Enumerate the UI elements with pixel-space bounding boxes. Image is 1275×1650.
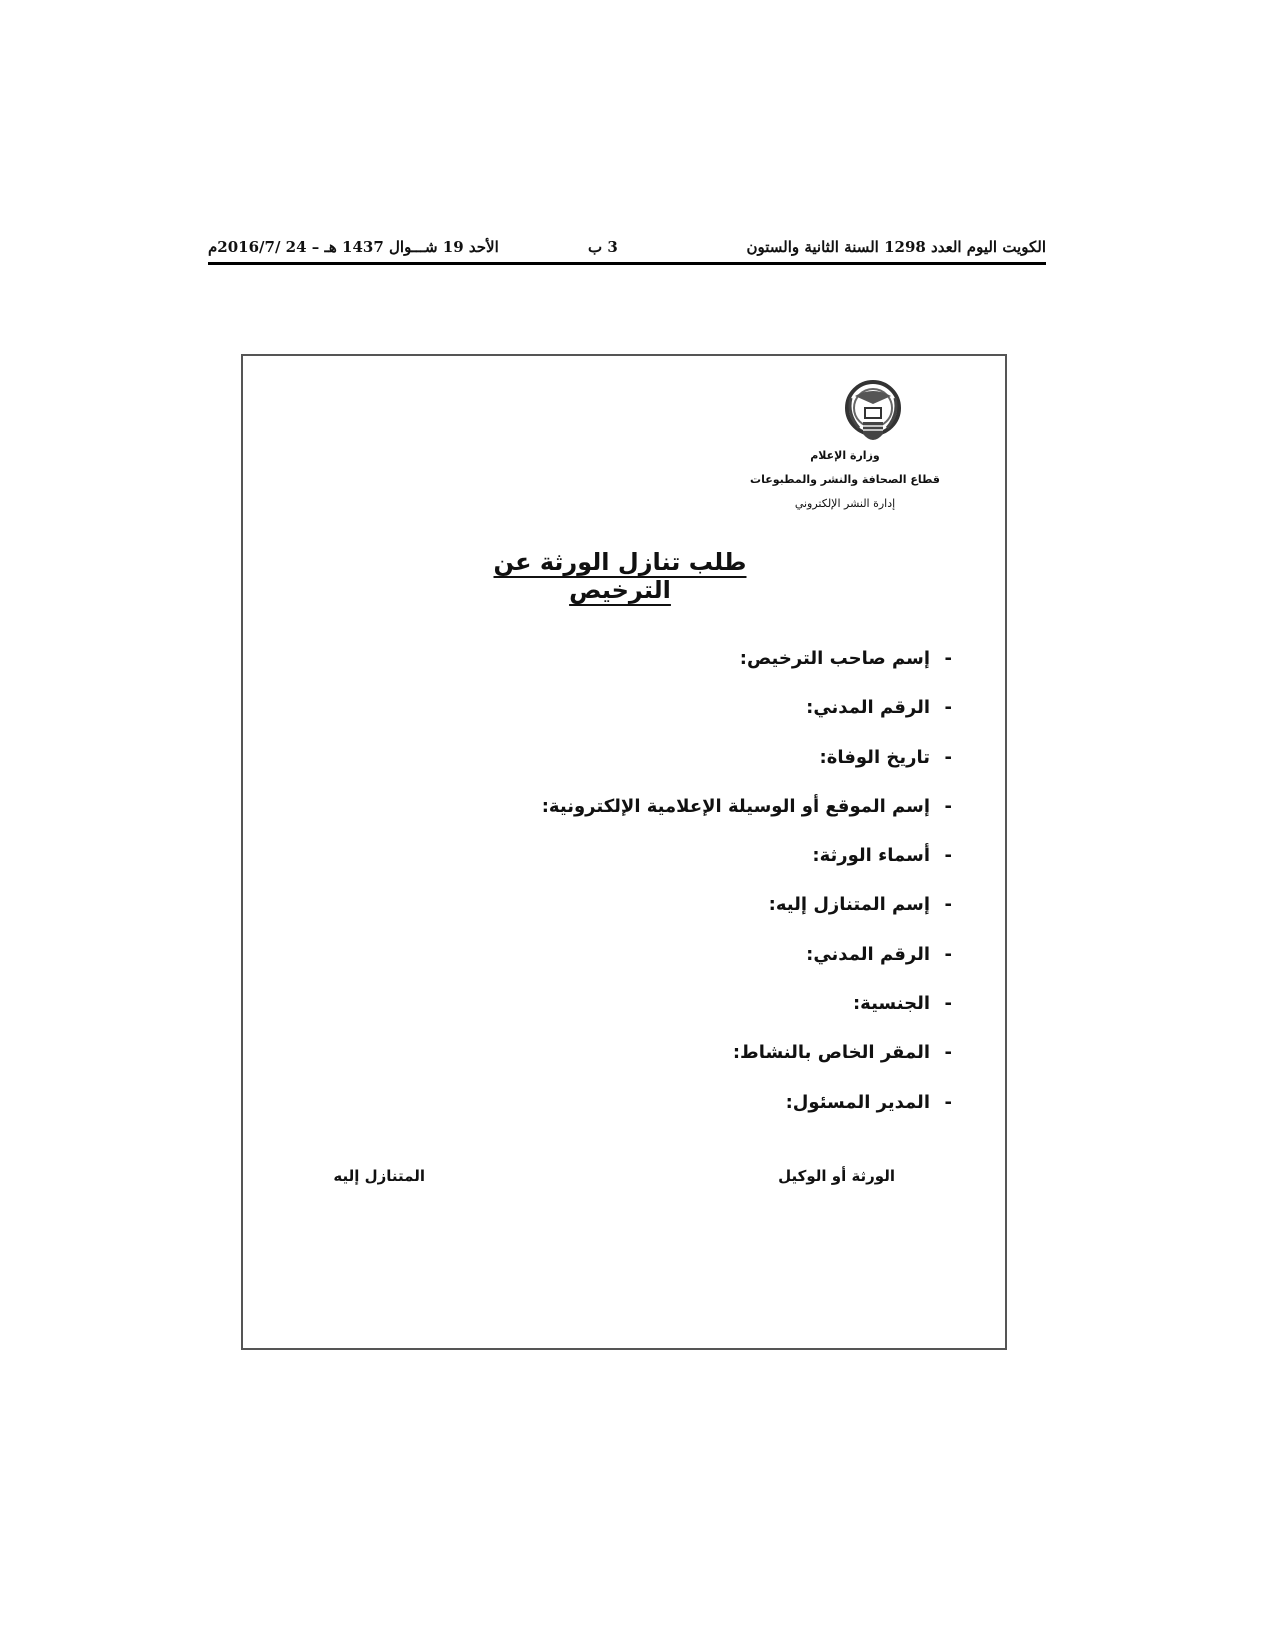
field-label: إسم المتنازل إليه: bbox=[768, 894, 930, 916]
form-field bbox=[392, 796, 952, 845]
bullet-dash: - bbox=[944, 993, 952, 1015]
form-title: طلب تنازل الورثة عن الترخيص bbox=[493, 548, 747, 604]
publication-info: الكويت اليوم العدد 1298 السنة الثانية والستون bbox=[746, 238, 1046, 256]
ministry-department: إدارة النشر الإلكتروني bbox=[794, 497, 896, 510]
form-field bbox=[392, 1092, 952, 1141]
ministry-sector: قطاع الصحافة والنشر والمطبوعات bbox=[750, 473, 940, 486]
bullet-dash: - bbox=[944, 1042, 952, 1064]
heirs-signature-label: الورثة أو الوكيل bbox=[778, 1167, 895, 1185]
bullet-dash: - bbox=[944, 648, 952, 669]
header-rule bbox=[208, 262, 1046, 265]
bullet-dash: - bbox=[944, 746, 952, 768]
form-field bbox=[392, 648, 952, 697]
ministry-name: وزارة الإعلام bbox=[810, 449, 880, 462]
kuwait-emblem-icon bbox=[837, 378, 909, 450]
field-label: الجنسية: bbox=[852, 993, 930, 1015]
bullet-dash: - bbox=[944, 795, 952, 817]
bullet-dash: - bbox=[944, 894, 952, 916]
form-field bbox=[392, 993, 952, 1042]
form-field bbox=[392, 944, 952, 993]
ministry-block bbox=[735, 444, 955, 516]
bullet-dash: - bbox=[944, 845, 952, 867]
form-field bbox=[392, 747, 952, 796]
bullet-dash: - bbox=[944, 1091, 952, 1113]
field-label: أسماء الورثة: bbox=[812, 845, 930, 867]
field-label: المدير المسئول: bbox=[785, 1091, 930, 1113]
bullet-dash: - bbox=[944, 697, 952, 719]
field-label: إسم الموقع أو الوسيلة الإعلامية الإلكترونية: bbox=[541, 795, 930, 817]
field-label: الرقم المدني: bbox=[806, 943, 930, 965]
form-field bbox=[392, 697, 952, 746]
field-label: تاريخ الوفاة: bbox=[819, 746, 930, 768]
form-field bbox=[392, 894, 952, 943]
bullet-dash: - bbox=[944, 943, 952, 965]
page-number: 3 ب bbox=[588, 238, 618, 256]
issue-date: الأحد 19 شـــوال 1437 هـ – 24 /2016/7م bbox=[208, 238, 499, 256]
field-label: الرقم المدني: bbox=[806, 697, 930, 719]
form-field-list bbox=[392, 648, 952, 1141]
field-label: المقر الخاص بالنشاط: bbox=[732, 1042, 930, 1064]
form-field bbox=[392, 845, 952, 894]
assignee-signature-label: المتنازل إليه bbox=[333, 1167, 425, 1185]
form-field bbox=[392, 1042, 952, 1091]
field-label: إسم صاحب الترخيص: bbox=[739, 648, 930, 669]
